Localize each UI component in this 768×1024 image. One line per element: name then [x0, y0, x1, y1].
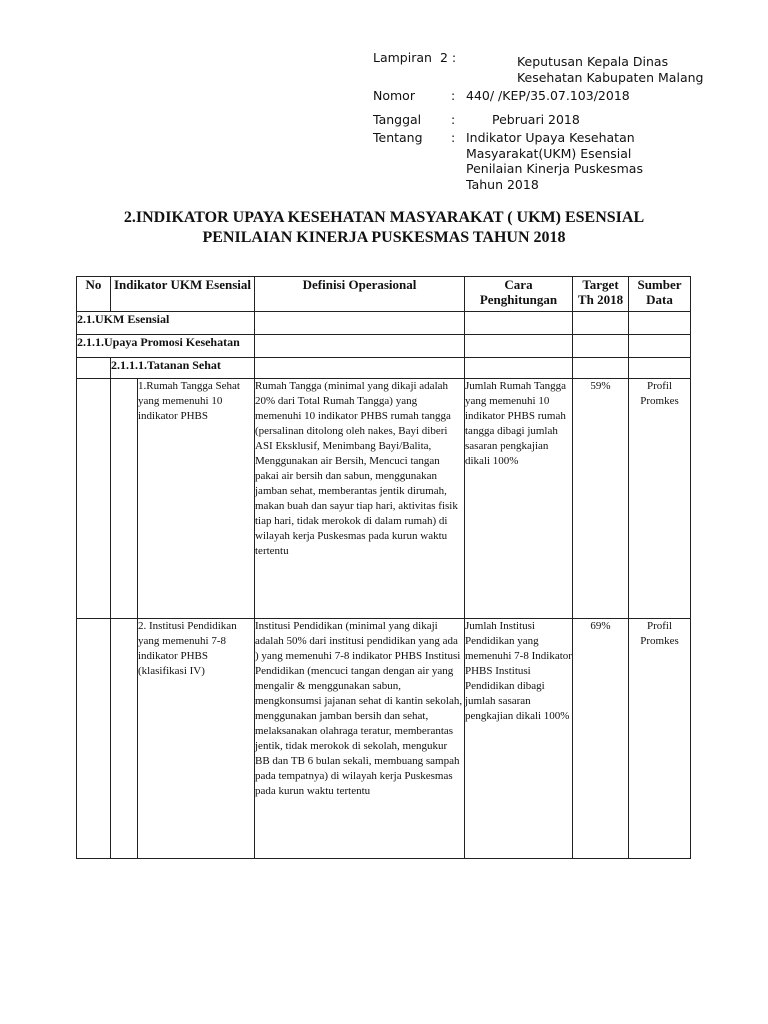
definisi-cell: Rumah Tangga (minimal yang dikaji adalah 20% dari Total Rumah Tangga) yang memenuhi 10 indikator PHBS rumah tangga (persalinan ditolong oleh nakes, Bayi diberi ASI Eksklusif, Menimbang Bayi/Balita, Menggunakan air Bersih, Mencuci tangan pakai air bersih dan sabun, menggunakan jamban sehat, memberantas jentik dirumah, makan buah dan sayur tiap hari, aktivitas fisik tiap hari, tidak merokok di dalam rumah) di wilayah kerja Puskesmas pada kurun waktu tertentu — [255, 379, 465, 619]
tentang-colon: : — [451, 130, 456, 145]
nomor-label: Nomor — [373, 88, 415, 103]
document-title — [60, 208, 708, 248]
col-header-sumber: Sumber Data — [629, 277, 691, 312]
document-header — [373, 50, 703, 192]
sumber-cell: Profil Promkes — [629, 619, 691, 859]
col-header-indikator: Indikator UKM Esensial — [111, 277, 255, 312]
indikator-cell: 1.Rumah Tangga Sehat yang memenuhi 10 indikator PHBS — [138, 379, 255, 619]
section-label: 2.1.1.1.Tatanan Sehat — [111, 358, 255, 379]
section-label: 2.1.1.Upaya Promosi Kesehatan — [77, 335, 255, 358]
lampiran-row — [373, 50, 704, 85]
title-line-2: PENILAIAN KINERJA PUSKESMAS TAHUN 2018 — [202, 229, 566, 246]
section-row-promosi — [77, 335, 691, 358]
tanggal-label: Tanggal — [373, 111, 422, 127]
nomor-colon: : — [451, 88, 456, 103]
indicator-table — [76, 276, 691, 859]
tentang-row — [373, 130, 703, 192]
col-header-definisi: Definisi Operasional — [255, 277, 465, 312]
tentang-label: Tentang — [373, 130, 423, 145]
table-row — [77, 379, 691, 619]
target-cell: 59% — [573, 379, 629, 619]
tentang-value: Indikator Upaya Kesehatan Masyarakat(UKM) Esensial Penilaian Kinerja Puskesmas Tahun 2018 — [466, 130, 643, 192]
tanggal-value: Pebruari 2018 — [492, 111, 580, 127]
lampiran-text: Keputusan Kepala Dinas Kesehatan Kabupaten Malang — [516, 54, 704, 85]
sumber-cell: Profil Promkes — [629, 379, 691, 619]
col-header-no: No — [77, 277, 111, 312]
col-header-target: Target Th 2018 — [573, 277, 629, 312]
cara-cell: Jumlah Institusi Pendidikan yang memenuhi 7-8 Indikator PHBS Institusi Pendidikan dibagi jumlah sasaran pengkajian dikali 100% — [465, 619, 573, 859]
col-header-cara: Cara Penghitungan — [465, 277, 573, 312]
table-row — [77, 619, 691, 859]
section-row-tatanan — [77, 358, 691, 379]
target-cell: 69% — [573, 619, 629, 859]
indikator-cell: 2. Institusi Pendidikan yang memenuhi 7-8 indikator PHBS (klasifikasi IV) — [138, 619, 255, 859]
section-row-ukm-esensial — [77, 312, 691, 335]
table-header-row — [77, 277, 691, 312]
section-label: 2.1.UKM Esensial — [77, 312, 255, 335]
lampiran-label: Lampiran — [373, 50, 432, 65]
cara-cell: Jumlah Rumah Tangga yang memenuhi 10 indikator PHBS rumah tangga dibagi jumlah sasaran pengkajian dikali 100% — [465, 379, 573, 619]
definisi-cell: Institusi Pendidikan (minimal yang dikaji adalah 50% dari institusi pendidikan yang ada ) yang memenuhi 7-8 indikator PHBS Institusi Pendidikan (mencuci tangan dengan air yang mengalir & menggunakan sabun, mengkonsumsi jajanan sehat di kantin sekolah, menggunakan jamban bersih dan sehat, melaksanakan olahraga teratur, memberantas jentik, tidak merokok di sekolah, mengukur BB dan TB 6 bulan sekali, membuang sampah pada tempatnya) di wilayah kerja Puskesmas pada kurun waktu tertentu — [255, 619, 465, 859]
tanggal-colon: : — [451, 111, 456, 127]
nomor-row — [373, 88, 703, 104]
tanggal-row — [373, 112, 703, 128]
nomor-value: 440/ /KEP/35.07.103/2018 — [466, 88, 630, 103]
lampiran-number: 2 : — [439, 50, 457, 65]
title-line-1: 2.INDIKATOR UPAYA KESEHATAN MASYARAKAT ( UKM) ESENSIAL — [123, 209, 645, 226]
